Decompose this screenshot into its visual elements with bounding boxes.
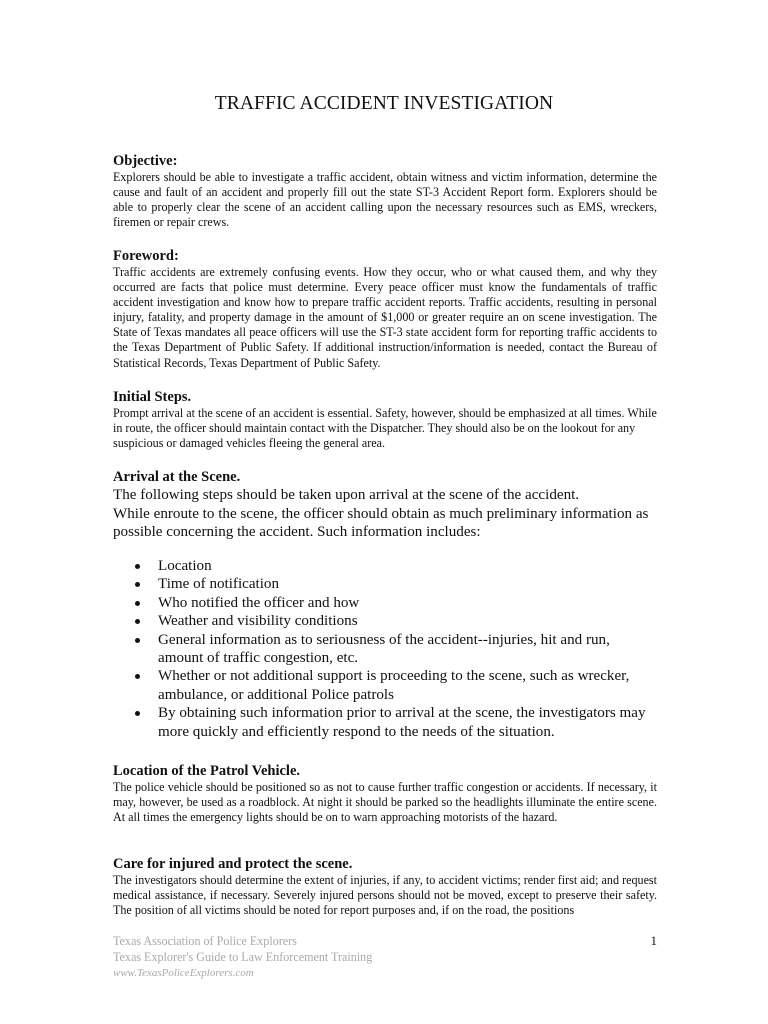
list-item [113,594,657,612]
bullet-icon [135,674,140,679]
section-objective [113,152,657,230]
bullet-icon [135,564,140,569]
section-heading: Objective: [113,153,178,169]
list-item-text: By obtaining such information prior to arrival at the scene, the investigators may more quickly and efficiently respond to the needs of the situation. [158,705,646,740]
list-item [113,667,657,704]
list-item [113,631,657,668]
section-foreword [113,247,657,371]
bullet-icon [135,619,140,624]
section-initial-steps [113,388,657,451]
list-item-text: General information as to seriousness of the accident--injuries, hit and run, amount of traffic congestion, etc. [158,631,610,667]
list-item [113,557,657,575]
list-item [113,704,657,741]
section-body: The police vehicle should be positioned so as not to cause further traffic congestion or accidents. If necessary, it may, however, be used as a roadblock. At night it should be parked so the headlights illuminate the entire scene. At all times the emergency lights should be on to warn approaching motorists of the hazard. [113,780,657,825]
bullet-icon [135,711,140,716]
bullet-icon [135,638,140,643]
section-patrol-vehicle [113,762,657,825]
page-footer [113,933,657,981]
section-body: Prompt arrival at the scene of an accident is essential. Safety, however, should be emphasized at all times. While in route, the officer should maintain contact with the Dispatcher. They should also be on the lookout for any suspicious or damaged vehicles fleeing the general area. [113,406,657,451]
list-item-text: Time of notification [158,576,280,593]
section-body: Traffic accidents are extremely confusing events. How they occur, who or what caused them, and why they occurred are facts that police must determine. Every peace officer must know the fundamentals of traffic accident investigation and know how to prepare traffic accident reports. Traffic accidents, resulting in personal injury, fatality, and property damage in the amount of $1,000 or greater require an on scene investigation. The State of Texas mandates all peace officers will use the ST-3 state accident form for reporting traffic accidents to the Texas Department of Public Safety. If additional instruction/information is needed, contact the Bureau of Statistical Records, Texas Department of Public Safety. [113,265,657,370]
list-item-text: Who notified the officer and how [158,594,360,611]
footer-guide: Texas Explorer's Guide to Law Enforcement Training [113,950,373,964]
section-heading: Location of the Patrol Vehicle. [113,763,301,779]
section-body-line: The following steps should be taken upon arrival at the scene of the accident. [113,487,580,503]
arrival-bullet-list [113,557,657,741]
list-item-text: Location [158,558,212,574]
document-title: TRAFFIC ACCIDENT INVESTIGATION [214,93,554,114]
section-body: Explorers should be able to investigate a traffic accident, obtain witness and victim information, determine the cause and fault of an accident and properly fill out the state ST-3 Accident Report form. Explorers should be able to properly clear the scene of an accident calling upon the necessary resources such as EMS, wreckers, firemen or repair crews. [113,170,657,230]
page-number: 1 [650,933,657,948]
section-heading: Initial Steps. [113,389,192,405]
bullet-icon [135,582,140,587]
section-body-line: While enroute to the scene, the officer should obtain as much preliminary information as possible concerning the accident. Such information includes: [113,505,649,540]
section-body: The investigators should determine the extent of injuries, if any, to accident victims; render first aid; and request medical assistance, if necessary. Severely injured persons should not be moved, except to preserve their safety. The position of all victims should be noted for report purposes and, if on the road, the positions [113,873,657,918]
list-item-text: Whether or not additional support is proceeding to the scene, such as wrecker, ambulance, or additional Police patrols [158,668,630,703]
section-injured [113,855,657,918]
footer-org: Texas Association of Police Explorers [113,934,297,948]
list-item-text: Weather and visibility conditions [158,613,358,630]
bullet-icon [135,601,140,606]
section-heading: Foreword: [113,248,179,264]
section-arrival [113,468,657,542]
list-item [113,612,657,630]
footer-url: www.TexasPoliceExplorers.com [113,967,254,979]
section-heading: Arrival at the Scene. [113,469,241,485]
list-item [113,575,657,593]
section-heading: Care for injured and protect the scene. [113,856,353,872]
